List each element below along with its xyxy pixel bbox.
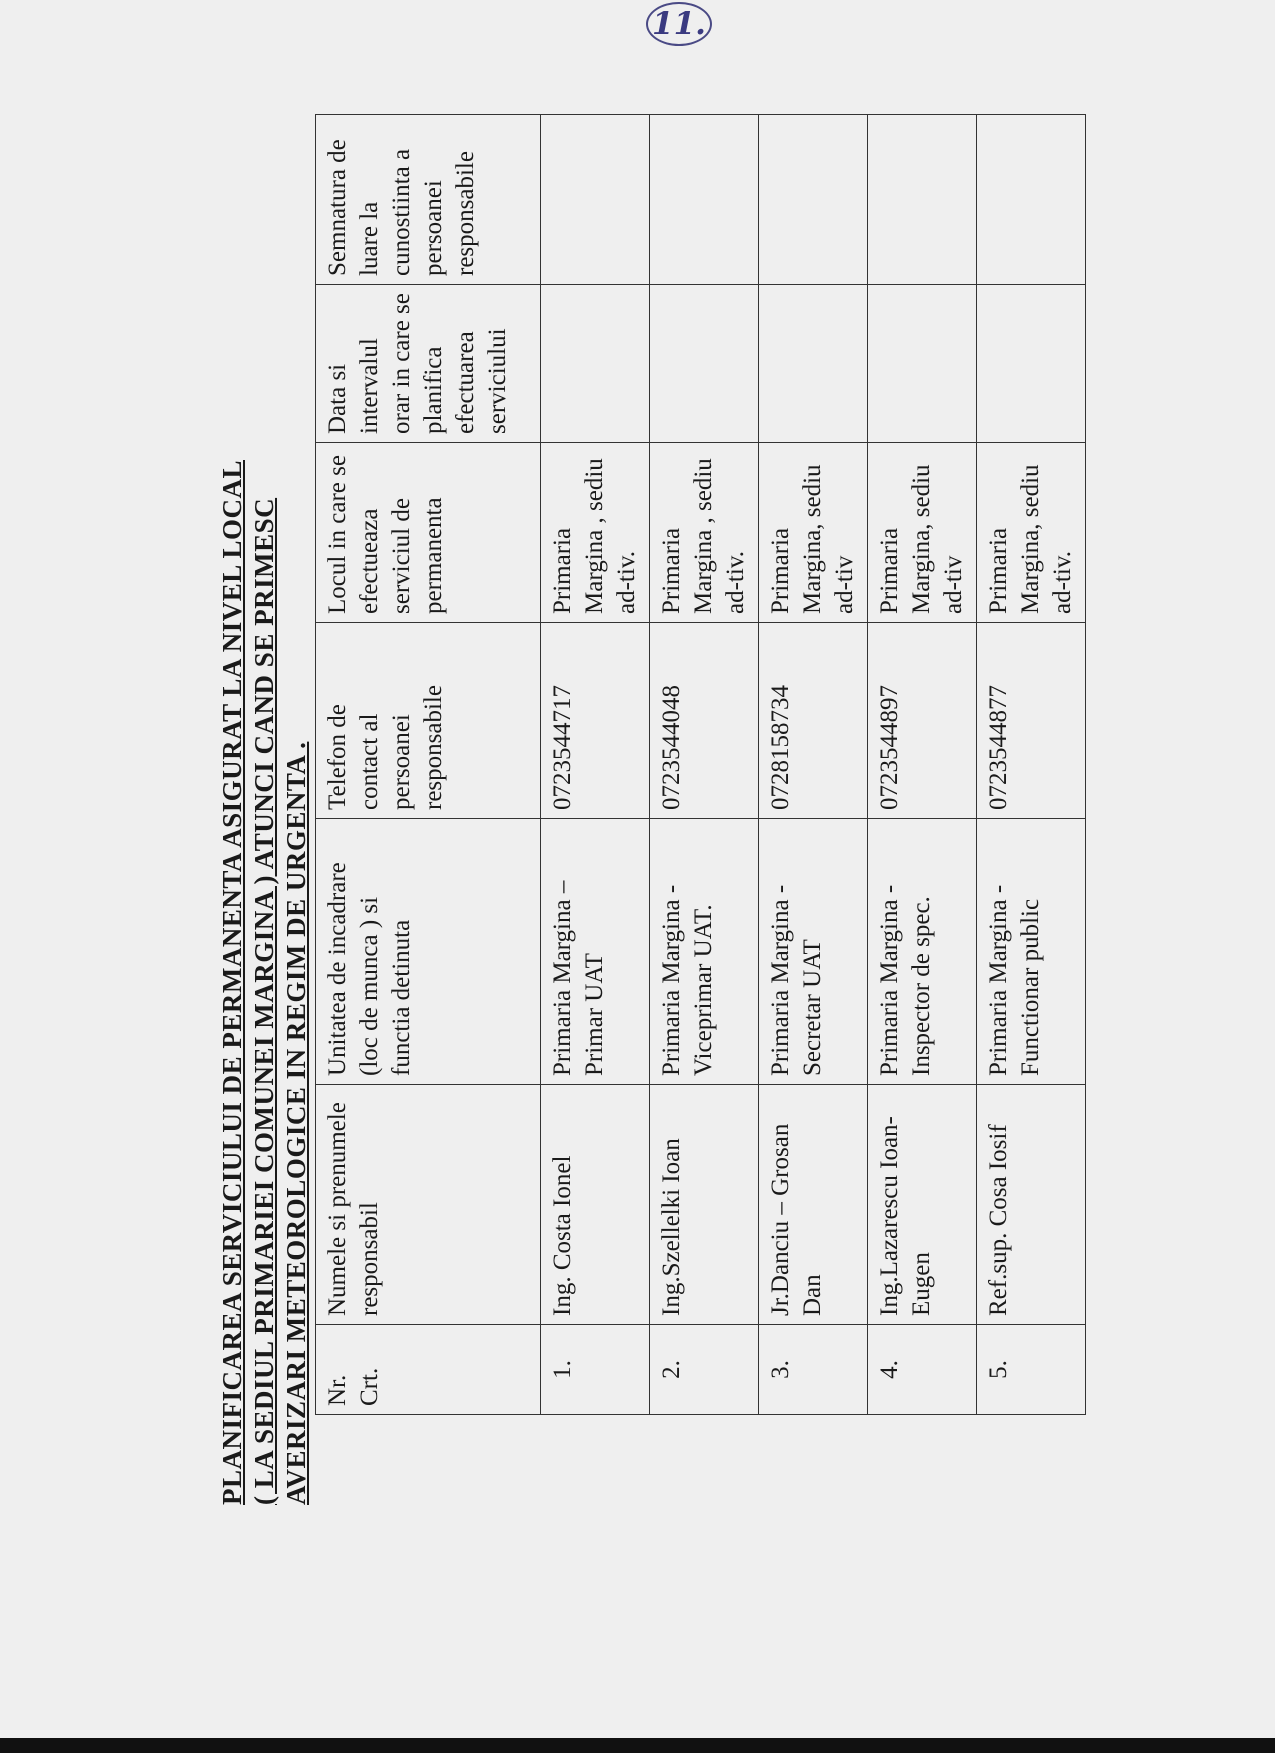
table-row [977,115,1086,1415]
table-row [541,115,650,1415]
cell-date [868,285,977,443]
cell-name: Ing. Costa Ionel [541,1085,650,1325]
cell-signature [541,115,650,285]
title-line-1: PLANIFICAREA SERVICIULUI DE PERMANENTA ASIGURAT LA NIVEL LOCAL [217,460,247,1505]
header-name: Numele si prenumele responsabil [316,1085,541,1325]
cell-date [650,285,759,443]
cell-signature [759,115,868,285]
document-title [216,185,312,1505]
title-line-3: AVERIZARI METEOROLOGICE IN REGIM DE URGENTA . [281,741,311,1505]
cell-name: Ref.sup. Cosa Iosif [977,1085,1086,1325]
table-row [650,115,759,1415]
scan-bottom-edge [0,1738,1275,1753]
title-line-2: ( LA SEDIUL PRIMARIEI COMUNEI MARGINA ) ATUNCI CAND SE PRIMESC [249,497,279,1505]
cell-signature [650,115,759,285]
cell-nr: 3. [759,1325,868,1415]
duty-schedule-table [315,114,1086,1415]
cell-name: Ing.Szellelki Ioan [650,1085,759,1325]
cell-unit: Primaria Margina -Secretar UAT [759,819,868,1085]
cell-nr: 5. [977,1325,1086,1415]
cell-place: Primaria Margina, sediu ad-tiv [868,443,977,623]
cell-unit: Primaria Margina – Primar UAT [541,819,650,1085]
cell-date [541,285,650,443]
cell-place: Primaria Margina, sediu ad-tiv. [977,443,1086,623]
cell-name: Ing.Lazarescu Ioan-Eugen [868,1085,977,1325]
cell-phone: 0723544877 [977,623,1086,819]
header-date: Data si intervalul orar in care se planifica efectuarea serviciului [316,285,541,443]
cell-phone: 0723544897 [868,623,977,819]
cell-place: Primaria Margina, sediu ad-tiv [759,443,868,623]
table-header-row [316,115,541,1415]
cell-unit: Primaria Margina -Viceprimar UAT. [650,819,759,1085]
cell-unit: Primaria Margina -Inspector de spec. [868,819,977,1085]
header-signature: Semnatura de luare la cunostiinta a persoanei responsabile [316,115,541,285]
cell-signature [977,115,1086,285]
cell-signature [868,115,977,285]
rotated-page-content [216,139,1076,1505]
cell-name: Jr.Danciu – Grosan Dan [759,1085,868,1325]
cell-place: Primaria Margina , sediu ad-tiv. [541,443,650,623]
cell-phone: 0723544717 [541,623,650,819]
cell-phone: 0728158734 [759,623,868,819]
cell-date [759,285,868,443]
cell-date [977,285,1086,443]
header-phone: Telefon de contact al persoanei responsabile [316,623,541,819]
cell-nr: 4. [868,1325,977,1415]
header-place: Locul in care se efectueaza serviciul de permanenta [316,443,541,623]
cell-nr: 1. [541,1325,650,1415]
cell-unit: Primaria Margina -Functionar public [977,819,1086,1085]
page-number-stamp: 11. [646,2,712,46]
cell-place: Primaria Margina , sediu ad-tiv. [650,443,759,623]
table-row [868,115,977,1415]
header-unit: Unitatea de incadrare (loc de munca ) si functia detinuta [316,819,541,1085]
cell-phone: 0723544048 [650,623,759,819]
cell-nr: 2. [650,1325,759,1415]
table-row [759,115,868,1415]
header-nr: Nr. Crt. [316,1325,541,1415]
